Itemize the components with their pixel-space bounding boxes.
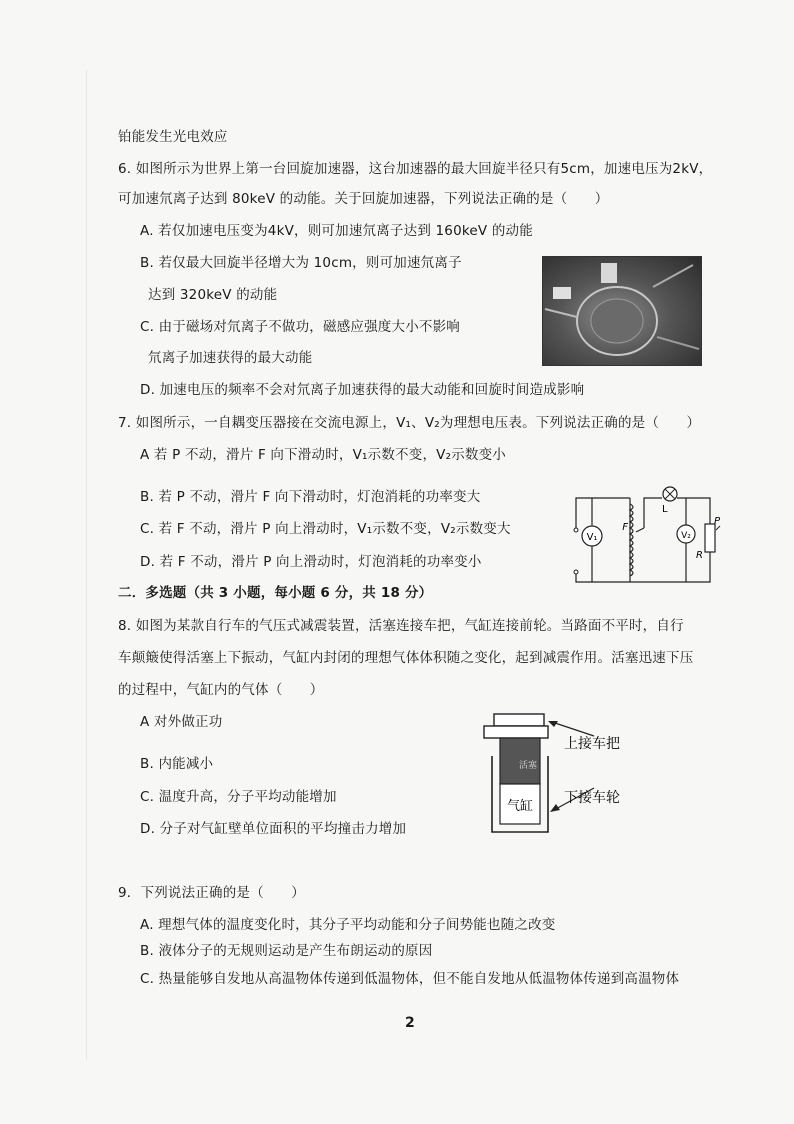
f-label: F: [622, 522, 628, 533]
q6-option-d: D. 加速电压的频率不会对氘离子加速获得的最大动能和回旋时间造成影响: [140, 382, 585, 398]
q6-option-c-line2: 氘离子加速获得的最大动能: [148, 350, 313, 366]
lower-connection-label: 下接车轮: [564, 790, 620, 806]
q6-stem-line1: 6. 如图所示为世界上第一台回旋加速器，这台加速器的最大回旋半径只有5cm，加速电压为2kV，: [118, 161, 713, 177]
rheostat-r: [705, 524, 715, 552]
q8-option-d: D. 分子对气缸壁单位面积的平均撞击力增加: [140, 821, 407, 837]
v1-label: V₁: [586, 532, 598, 543]
q6-stem-line2: 可加速氘离子达到 80keV 的动能。关于回旋加速器，下列说法正确的是（ ）: [118, 191, 609, 207]
q9-stem: 9．下列说法正确的是（ ）: [118, 885, 305, 901]
q8-option-a: A 对外做正功: [140, 714, 223, 730]
q7-option-b: B. 若 P 不动，滑片 F 向下滑动时，灯泡消耗的功率变大: [140, 489, 481, 505]
section-2-heading: 二．多选题（共 3 小题，每小题 6 分，共 18 分）: [118, 585, 433, 601]
p-label: P: [714, 516, 721, 527]
q6-option-a: A. 若仅加速电压变为4kV，则可加速氘离子达到 160keV 的动能: [140, 223, 533, 239]
q9-option-c: C. 热量能够自发地从高温物体传递到低温物体，但不能自发地从低温物体传递到高温物体: [140, 971, 680, 987]
source-terminal-top: [574, 528, 578, 532]
transformer-circuit-diagram: [570, 484, 722, 584]
lamp-label: L: [662, 504, 668, 515]
air-shock-absorber-diagram: [482, 712, 682, 836]
q7-option-a: A 若 P 不动，滑片 F 向下滑动时，V₁示数不变，V₂示数变小: [140, 447, 506, 463]
q6-option-c-line1: C. 由于磁场对氘离子不做功，磁感应强度大小不影响: [140, 319, 461, 335]
cylinder-label: 气缸: [506, 799, 534, 814]
q6-option-b-line2: 达到 320keV 的动能: [148, 287, 278, 303]
q8-option-b: B. 内能减小: [140, 756, 214, 772]
q8-option-c: C. 温度升高，分子平均动能增加: [140, 789, 337, 805]
q7-option-d: D. 若 F 不动，滑片 P 向上滑动时，灯泡消耗的功率变小: [140, 554, 482, 570]
source-terminal-bottom: [574, 570, 578, 574]
q6-option-b-line1: B. 若仅最大回旋半径增大为 10cm，则可加速氘离子: [140, 255, 462, 271]
q7-option-c: C. 若 F 不动，滑片 P 向上滑动时，V₁示数不变，V₂示数变大: [140, 521, 511, 537]
upper-connection-label: 上接车把: [564, 736, 620, 752]
r-label: R: [696, 550, 703, 561]
slider-f: [636, 528, 644, 532]
q9-option-b: B. 液体分子的无规则运动是产生布朗运动的原因: [140, 943, 433, 959]
q7-stem: 7. 如图所示，一自耦变压器接在交流电源上，V₁、V₂为理想电压表。下列说法正确的是（ ）: [118, 415, 701, 431]
q8-stem-line1: 8. 如图为某款自行车的气压式减震装置，活塞连接车把，气缸连接前轮。当路面不平时，自行: [118, 618, 684, 634]
q9-option-a: A. 理想气体的温度变化时，其分子平均动能和分子间势能也随之改变: [140, 917, 556, 933]
piston-label: 活塞: [518, 761, 538, 771]
q8-stem-line2: 车颠簸使得活塞上下振动，气缸内封闭的理想气体体积随之变化，起到减震作用。活塞迅速下压: [118, 650, 694, 666]
v2-label: V₂: [681, 531, 691, 541]
carryover-line: 铂能发生光电效应: [118, 129, 228, 145]
cyclotron-photo-drawing: [543, 257, 701, 365]
q8-stem-line3: 的过程中，气缸内的气体（ ）: [118, 682, 324, 698]
page-number: 2: [405, 1015, 415, 1031]
cyclotron-photo: [542, 256, 702, 366]
